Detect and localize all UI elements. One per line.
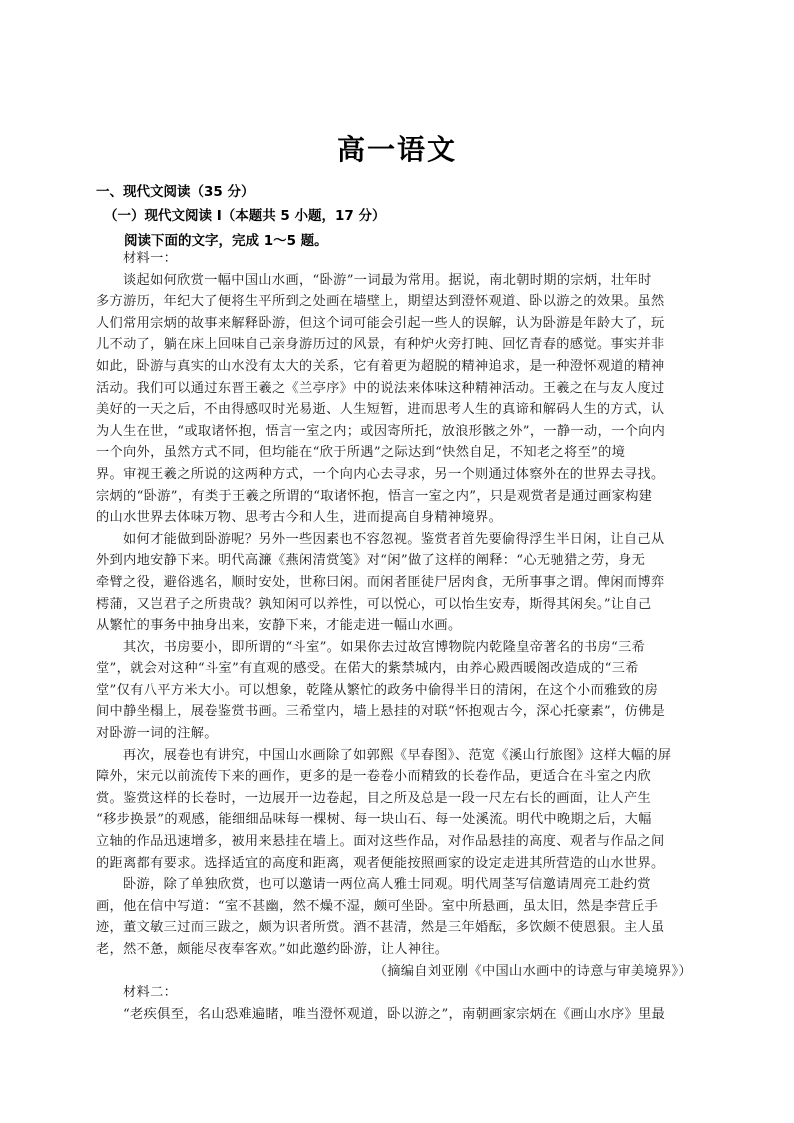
paragraph-line: 卧游，除了单独欣赏，也可以邀请一两位高人雅士同观。明代周茎写信邀请周亮工赴约赏: [123, 877, 651, 893]
material-label: 材料二：: [123, 985, 178, 1001]
paragraph-line: 堂”仅有八平方米大小。可以想象，乾隆从繁忙的政务中偷得半日的清闲，在这个小而雅致的房: [96, 682, 659, 698]
paragraph-line: “移步换景”的观感，能细细品味每一棵树、每一块山石、每一处溪流。明代中晚期之后，大幅: [96, 812, 652, 828]
section-heading: 一、现代文阅读（35 分）: [96, 184, 255, 200]
paragraph-line: 从繁忙的事务中抽身出来，安静下来，才能走进一幅山水画。: [96, 618, 462, 634]
paragraph-line: 界。审视王羲之所说的这两种方式，一个向内心去寻求，另一个则通过体察外在的世界去寻找。: [96, 466, 665, 482]
paragraph-line: 活动。我们可以通过东晋王羲之《兰亭序》中的说法来体味这种精神活动。王羲之在与友人度过: [96, 380, 665, 396]
paragraph-line: 如此，卧游与真实的山水没有太大的关系，它有着更为超脱的精神追求，是一种澄怀观道的精神: [96, 358, 665, 374]
paragraph-line: 迹，董文敏三过而三跋之，颇为识者所赏。酒不甚清，然是三年婚酝，多饮颇不使恩狠。主人虽: [96, 920, 665, 936]
paragraph-line: 谈起如何欣赏一幅中国山水画，“卧游”一词最为常用。据说，南北朝时期的宗炳，壮年时: [123, 272, 652, 288]
paragraph-line: 一个向外，虽然方式不同，但均能在“欣于所遇”之际达到“快然自足，不知老之将至”的境: [96, 445, 626, 461]
paragraph-line: 堂”，就会对这种“斗室”有直观的感受。在偌大的紫禁城内，由养心殿西暖阁改造成的“三希: [96, 661, 639, 677]
paragraph-line: 立轴的作品迅速增多，被用来悬挂在墙上。面对这些作品，对作品悬挂的高度、观者与作品之间: [96, 834, 665, 850]
subsection-heading: （一）现代文阅读 I（本题共 5 小题，17 分）: [104, 208, 386, 224]
paragraph-line: 的山水世界去体味万物、思考古今和人生，进而提高自身精神境界。: [96, 510, 503, 526]
paragraph-line: 障外，宋元以前流传下来的画作，更多的是一卷卷小而精致的长卷作品，更适合在斗室之内欣: [96, 769, 652, 785]
paragraph-line: 樗蒲，又岂君子之所贵哉？孰知闲可以养性，可以悦心，可以怡生安寿，斯得其闲矣。”让自己: [96, 596, 652, 612]
instruction: 阅读下面的文字，完成 1～5 题。: [124, 233, 328, 249]
paragraph-line: 外到内地安静下来。明代高濂《燕闲清赏笺》对“闲”做了这样的阐释：“心无驰猎之劳，身无: [96, 553, 646, 569]
paragraph-line: 间中静坐榻上，展卷鉴赏书画。三希堂内，墙上悬挂的对联“怀抱观古今，深心托豪素”，仿佛是: [96, 704, 666, 720]
paragraph-line: 其次，书房要小，即所谓的“斗室”。如果你去过故宫博物院内乾隆皇帝著名的书房“三希: [123, 639, 646, 655]
paragraph-line: 儿不动了，躺在床上回味自己亲身游历过的风景，有种炉火旁打盹、回忆青春的感觉。事实并非: [96, 337, 665, 353]
paragraph-line: 如何才能做到卧游呢？另外一些因素也不容忽视。鉴赏者首先要偷得浮生半日闲，让自己从: [123, 531, 665, 547]
paragraph-line: 为人生在世，“或取诸怀抱，悟言一室之内；或因寄所托，放浪形骸之外”，一静一动，一个向内: [96, 423, 666, 439]
paragraph-line: 多方游历，年纪大了便将生平所到之处画在墙壁上，期望达到澄怀观道、卧以游之的效果。虽然: [96, 294, 665, 310]
paragraph-line: 宗炳的“卧游”，有类于王羲之所谓的“取诸怀抱，悟言一室之内”，只是观赏者是通过画家构建: [96, 488, 653, 504]
paragraph-line: 画，他在信中写道：“室不甚幽，然不燥不湿，颇可坐卧。室中所悬画，虽太旧，然是李营丘手: [96, 898, 659, 914]
paragraph-line: “老疾俱至，名山恐难遍睹，唯当澄怀观道，卧以游之”，南朝画家宗炳在《画山水序》里最: [123, 1006, 666, 1022]
paragraph-line: 老，然不惫，颇能尽夜奉客欢。”如此邀约卧游，让人神往。: [96, 942, 449, 957]
paragraph-line: 再次，展卷也有讲究，中国山水画除了如郭熙《早春图》、范宽《溪山行旅图》这样大幅的屏: [123, 747, 672, 763]
paragraph-line: 对卧游一词的注解。: [96, 726, 218, 742]
passage-body: [96, 248, 692, 1025]
paragraph-line: 的距离都有要求。选择适宜的高度和距离，观者便能按照画家的设定走进其所营造的山水世界。: [96, 855, 665, 871]
paragraph-line: 人们常用宗炳的故事来解释卧游，但这个词可能会引起一些人的误解，认为卧游是年龄大了，玩: [96, 315, 665, 331]
material-label: 材料一：: [123, 251, 178, 266]
paragraph-line: 牵臂之役，避俗逃名，顺时安处，世称曰闲。而闲者匪徒尸居肉食，无所事事之谓。俾闲而博弈: [96, 574, 665, 590]
page-title: 高一语文: [336, 133, 457, 166]
paragraph-line: 赏。鉴赏这样的长卷时，一边展开一边卷起，目之所及总是一段一尺左右长的画面，让人产生: [96, 790, 652, 806]
source-citation: （摘编自刘亚刚《中国山水画中的诗意与审美境界》）: [373, 963, 692, 979]
paragraph-line: 美好的一天之后，不由得感叹时光易逝、人生短暂，进而思考人生的真谛和解码人生的方式，认: [96, 402, 665, 418]
